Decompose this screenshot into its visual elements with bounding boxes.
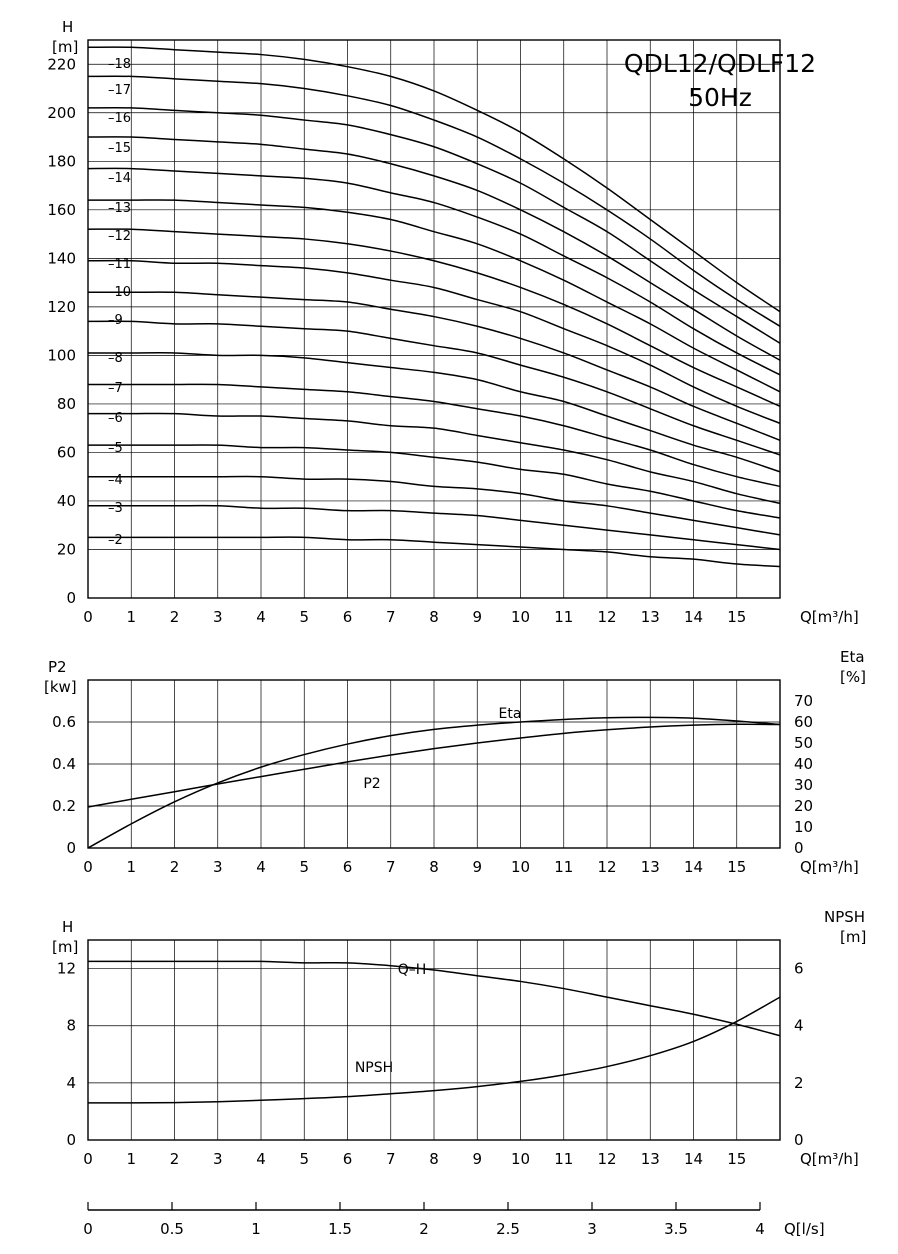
p2-curve-label: P2 bbox=[363, 776, 381, 792]
y-tick-label: 160 bbox=[47, 200, 76, 219]
power-efficiency-svg bbox=[0, 640, 898, 890]
axis-label-m-npsh: [m] bbox=[840, 928, 867, 946]
x-tick-label: 6 bbox=[342, 1150, 353, 1168]
y-tick-label-right: 6 bbox=[794, 959, 804, 978]
x-ls-tick-label: 1.5 bbox=[328, 1220, 352, 1238]
x-tick-label: 3 bbox=[212, 608, 223, 626]
y-tick-label-right: 20 bbox=[794, 797, 814, 815]
stage-label: –8 bbox=[108, 351, 123, 366]
y-tick-label-right: 40 bbox=[794, 755, 814, 773]
axis-label-h: H bbox=[62, 918, 74, 936]
y-tick-label-right: 2 bbox=[794, 1073, 804, 1092]
y-tick-label-left: 4 bbox=[66, 1073, 76, 1092]
x-ls-tick-label: 2.5 bbox=[496, 1220, 520, 1238]
axis-label-m: [m] bbox=[52, 38, 79, 56]
x-tick-label: 5 bbox=[299, 1150, 310, 1168]
y-tick-label-left: 0.4 bbox=[52, 755, 76, 773]
x-tick-label: 0 bbox=[83, 858, 93, 876]
y-tick-label: 200 bbox=[47, 103, 76, 122]
axis-label-q-ls: Q[l/s] bbox=[784, 1220, 825, 1238]
y-tick-label: 40 bbox=[56, 491, 76, 510]
y-tick-label: 220 bbox=[47, 55, 76, 74]
y-tick-label-right: 4 bbox=[794, 1016, 804, 1035]
x-tick-label: 8 bbox=[429, 1150, 439, 1168]
x-ls-tick-label: 0.5 bbox=[160, 1220, 184, 1238]
x-tick-label: 10 bbox=[510, 1150, 531, 1168]
axis-label-kw: [kw] bbox=[44, 678, 77, 696]
y-tick-label-left: 8 bbox=[66, 1016, 76, 1035]
x-tick-label: 3 bbox=[212, 858, 223, 876]
x-tick-label: 4 bbox=[256, 608, 266, 626]
x-ls-tick-label: 4 bbox=[755, 1220, 765, 1238]
x-tick-label: 0 bbox=[83, 1150, 93, 1168]
x-tick-label: 9 bbox=[472, 1150, 483, 1168]
y-tick-label-left: 0 bbox=[66, 839, 76, 857]
npsh-svg bbox=[0, 890, 898, 1254]
x-tick-label: 11 bbox=[554, 1150, 574, 1168]
x-tick-label: 2 bbox=[169, 858, 180, 876]
x-tick-label: 14 bbox=[683, 858, 704, 876]
stage-label: –14 bbox=[108, 171, 132, 186]
y-tick-label-right: 0 bbox=[794, 1131, 804, 1149]
axis-label-eta: Eta bbox=[840, 648, 865, 666]
x-tick-label: 12 bbox=[597, 608, 617, 626]
y-tick-label-right: 10 bbox=[794, 818, 814, 836]
y-tick-label-right: 70 bbox=[794, 692, 814, 710]
y-tick-label-right: 0 bbox=[794, 839, 804, 857]
stage-label: –9 bbox=[108, 313, 123, 328]
x-tick-label: 9 bbox=[472, 608, 483, 626]
x-tick-label: 13 bbox=[640, 858, 660, 876]
stage-label: –7 bbox=[108, 381, 123, 396]
x-tick-label: 7 bbox=[385, 858, 396, 876]
axis-label-q: Q[m³/h] bbox=[800, 858, 859, 876]
y-tick-label: 180 bbox=[47, 152, 76, 171]
stage-label: –2 bbox=[108, 533, 123, 548]
axis-label-h: H bbox=[62, 18, 74, 36]
x-tick-label: 15 bbox=[727, 1150, 747, 1168]
x-tick-label: 5 bbox=[299, 608, 310, 626]
stage-label: –18 bbox=[108, 57, 132, 72]
x-tick-label: 8 bbox=[429, 858, 439, 876]
y-tick-label: 80 bbox=[56, 394, 76, 413]
x-tick-label: 8 bbox=[429, 608, 439, 626]
x-tick-label: 6 bbox=[342, 858, 353, 876]
x-tick-label: 10 bbox=[510, 858, 531, 876]
axis-label-npsh: NPSH bbox=[824, 908, 866, 926]
chart-title-line1: QDL12/QDLF12 bbox=[623, 49, 817, 78]
x-tick-label: 4 bbox=[256, 858, 266, 876]
stage-label: –16 bbox=[108, 111, 132, 126]
y-tick-label-right: 50 bbox=[794, 734, 814, 752]
y-tick-label-right: 60 bbox=[794, 713, 814, 731]
eta-curve-label: Eta bbox=[498, 706, 522, 722]
x-tick-label: 9 bbox=[472, 858, 483, 876]
chart-title-line2: 50Hz bbox=[688, 83, 752, 112]
stage-label: –15 bbox=[108, 141, 132, 156]
x-tick-label: 15 bbox=[727, 608, 747, 626]
stage-label: –3 bbox=[108, 501, 123, 516]
y-tick-label: 100 bbox=[47, 346, 76, 365]
axis-label-pct: [%] bbox=[840, 668, 866, 686]
stage-label: –17 bbox=[108, 83, 132, 98]
x-tick-label: 4 bbox=[256, 1150, 266, 1168]
axis-label-q: Q[m³/h] bbox=[800, 608, 859, 626]
stage-label: –11 bbox=[108, 257, 132, 272]
stage-label: –6 bbox=[108, 411, 123, 426]
x-ls-tick-label: 2 bbox=[419, 1220, 429, 1238]
x-tick-label: 2 bbox=[169, 608, 180, 626]
axis-label-p2: P2 bbox=[48, 658, 67, 676]
power-plot-area bbox=[44, 648, 866, 876]
npsh-chart bbox=[0, 890, 898, 1254]
x-tick-label: 14 bbox=[683, 1150, 704, 1168]
stage-label: –13 bbox=[108, 201, 132, 216]
y-tick-label: 20 bbox=[56, 540, 76, 559]
x-tick-label: 10 bbox=[510, 608, 531, 626]
x-tick-label: 12 bbox=[597, 858, 617, 876]
x-tick-label: 1 bbox=[126, 858, 137, 876]
stage-label: –5 bbox=[108, 441, 123, 456]
x-tick-label: 6 bbox=[342, 608, 353, 626]
axis-label-m: [m] bbox=[52, 938, 79, 956]
x-tick-label: 11 bbox=[554, 608, 574, 626]
x-tick-label: 15 bbox=[727, 858, 747, 876]
x-tick-label: 7 bbox=[385, 608, 396, 626]
stage-label: –12 bbox=[108, 229, 132, 244]
qh-curve-label: Q–H bbox=[397, 962, 427, 978]
stage-label: –10 bbox=[108, 285, 132, 300]
y-tick-label: 60 bbox=[56, 443, 76, 462]
x-tick-label: 0 bbox=[83, 608, 93, 626]
head-plot-area bbox=[47, 18, 858, 626]
y-tick-label-left: 12 bbox=[56, 959, 76, 978]
y-tick-label-left: 0 bbox=[66, 1131, 76, 1149]
y-tick-label-left: 0.2 bbox=[52, 797, 76, 815]
x-ls-tick-label: 1 bbox=[251, 1220, 261, 1238]
x-tick-label: 13 bbox=[640, 1150, 660, 1168]
axis-label-q: Q[m³/h] bbox=[800, 1150, 859, 1168]
x-tick-label: 1 bbox=[126, 608, 137, 626]
x-tick-label: 14 bbox=[683, 608, 704, 626]
x-tick-label: 2 bbox=[169, 1150, 180, 1168]
y-tick-label: 120 bbox=[47, 297, 76, 316]
x-tick-label: 13 bbox=[640, 608, 660, 626]
y-tick-label-left: 0.6 bbox=[52, 713, 76, 731]
x-tick-label: 7 bbox=[385, 1150, 396, 1168]
y-tick-label: 0 bbox=[66, 589, 76, 607]
x-tick-label: 3 bbox=[212, 1150, 223, 1168]
y-tick-label: 140 bbox=[47, 249, 76, 268]
x-tick-label: 12 bbox=[597, 1150, 617, 1168]
npsh-curve-label: NPSH bbox=[354, 1060, 394, 1076]
x-tick-label: 1 bbox=[126, 1150, 137, 1168]
y-tick-label-right: 30 bbox=[794, 776, 814, 794]
x-ls-tick-label: 0 bbox=[83, 1220, 93, 1238]
x-ls-tick-label: 3 bbox=[587, 1220, 597, 1238]
x-tick-label: 5 bbox=[299, 858, 310, 876]
power-efficiency-chart bbox=[0, 640, 898, 890]
npsh-plot-area bbox=[52, 908, 866, 1238]
x-ls-tick-label: 3.5 bbox=[664, 1220, 688, 1238]
stage-label: –4 bbox=[108, 473, 123, 488]
x-tick-label: 11 bbox=[554, 858, 574, 876]
